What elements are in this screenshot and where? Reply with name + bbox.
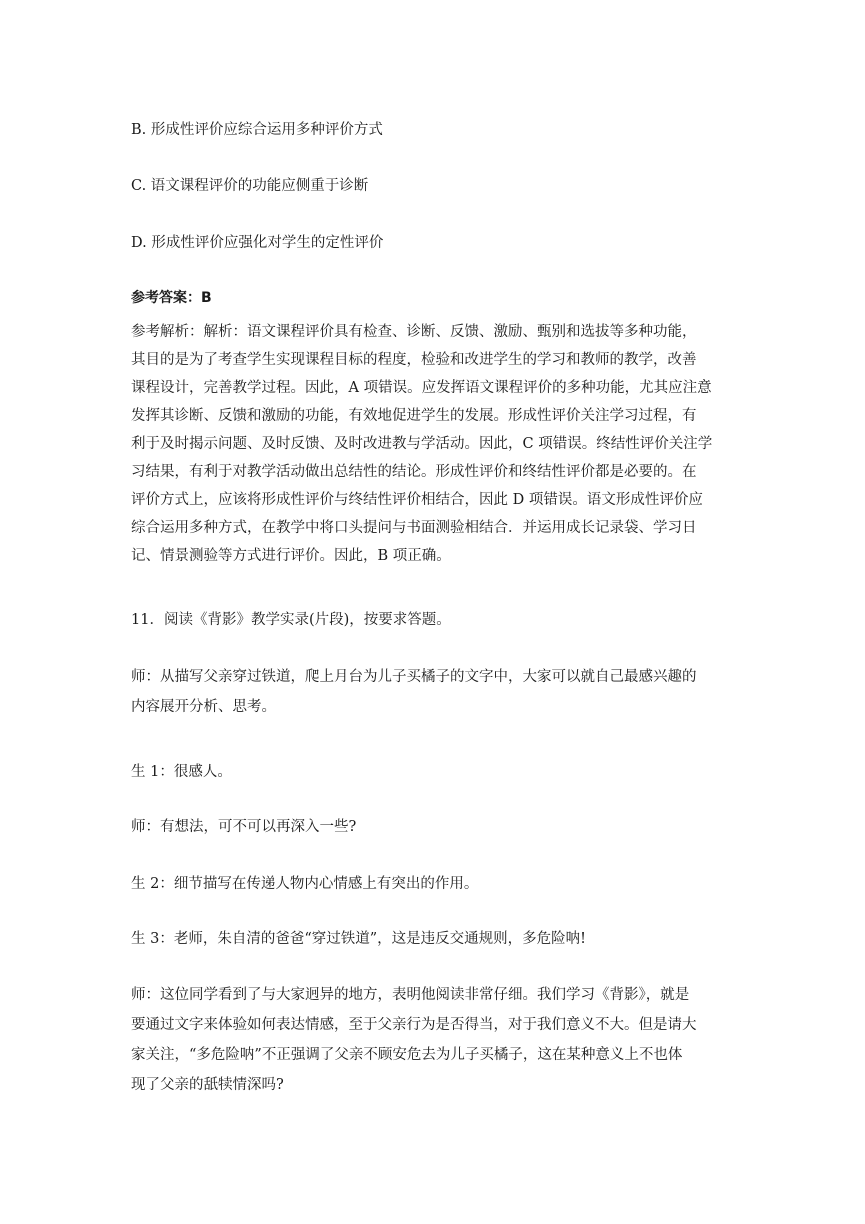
analysis-line: 参考解析：解析：语文课程评价具有检查、诊断、反馈、激励、甄别和选拔等多种功能， <box>131 324 697 340</box>
option-d: D. 形成性评价应强化对学生的定性评价 <box>131 235 384 251</box>
teacher-line: 师：从描写父亲穿过铁道，爬上月台为儿子买橘子的文字中，大家可以就自己最感兴趣的 <box>131 669 697 685</box>
option-c: C. 语文课程评价的功能应侧重于诊断 <box>131 178 369 194</box>
analysis-line: 发挥其诊断、反馈和激励的功能，有效地促进学生的发展。形成性评价关注学习过程，有 <box>131 408 697 424</box>
teacher-line: 家关注，“多危险呐”不正强调了父亲不顾安危去为儿子买橘子，这在某种意义上不也体 <box>131 1047 683 1063</box>
analysis-line: 课程设计，完善教学过程。因此，A 项错误。应发挥语文课程评价的多种功能，尤其应注意 <box>131 380 712 396</box>
analysis-line: 综合运用多种方式，在教学中将口头提问与书面测验相结合．并运用成长记录袋、学习日 <box>131 520 697 536</box>
student-2: 生 2：细节描写在传递人物内心情感上有突出的作用。 <box>131 876 479 892</box>
option-b: B. 形成性评价应综合运用多种评价方式 <box>131 122 383 138</box>
teacher-remark-1 <box>131 662 737 722</box>
teacher-remark-3 <box>131 980 737 1100</box>
analysis-line: 记、情景测验等方式进行评价。因此，B 项正确。 <box>131 548 451 564</box>
teacher-line: 要通过文字来体验如何表达情感，至于父亲行为是否得当，对于我们意义不大。但是请大 <box>131 1017 697 1033</box>
student-1: 生 1：很感人。 <box>131 764 232 780</box>
teacher-line: 师：这位同学看到了与大家迥异的地方，表明他阅读非常仔细。我们学习《背影》，就是 <box>131 987 690 1003</box>
teacher-line: 内容展开分析、思考。 <box>131 699 276 715</box>
analysis-line: 利于及时揭示问题、及时反馈、及时改进教与学活动。因此，C 项错误。终结性评价关注学 <box>131 436 713 452</box>
reference-answer: 参考答案：B <box>131 290 212 306</box>
teacher-remark-2: 师：有想法，可不可以再深入一些? <box>131 819 357 835</box>
analysis-line: 评价方式上，应该将形成性评价与终结性评价相结合，因此 D 项错误。语文形成性评价应 <box>131 492 703 508</box>
student-3: 生 3：老师，朱自清的爸爸“穿过铁道”，这是违反交通规则，多危险呐! <box>131 931 586 947</box>
teacher-line: 现了父亲的舐犊情深吗? <box>131 1077 284 1093</box>
reference-analysis <box>131 318 737 570</box>
analysis-line: 习结果，有利于对教学活动做出总结性的结论。形成性评价和终结性评价都是必要的。在 <box>131 464 697 480</box>
question-11: 11．阅读《背影》教学实录(片段)，按要求答题。 <box>131 612 451 628</box>
analysis-line: 其目的是为了考查学生实现课程目标的程度，检验和改进学生的学习和教师的教学，改善 <box>131 352 697 368</box>
